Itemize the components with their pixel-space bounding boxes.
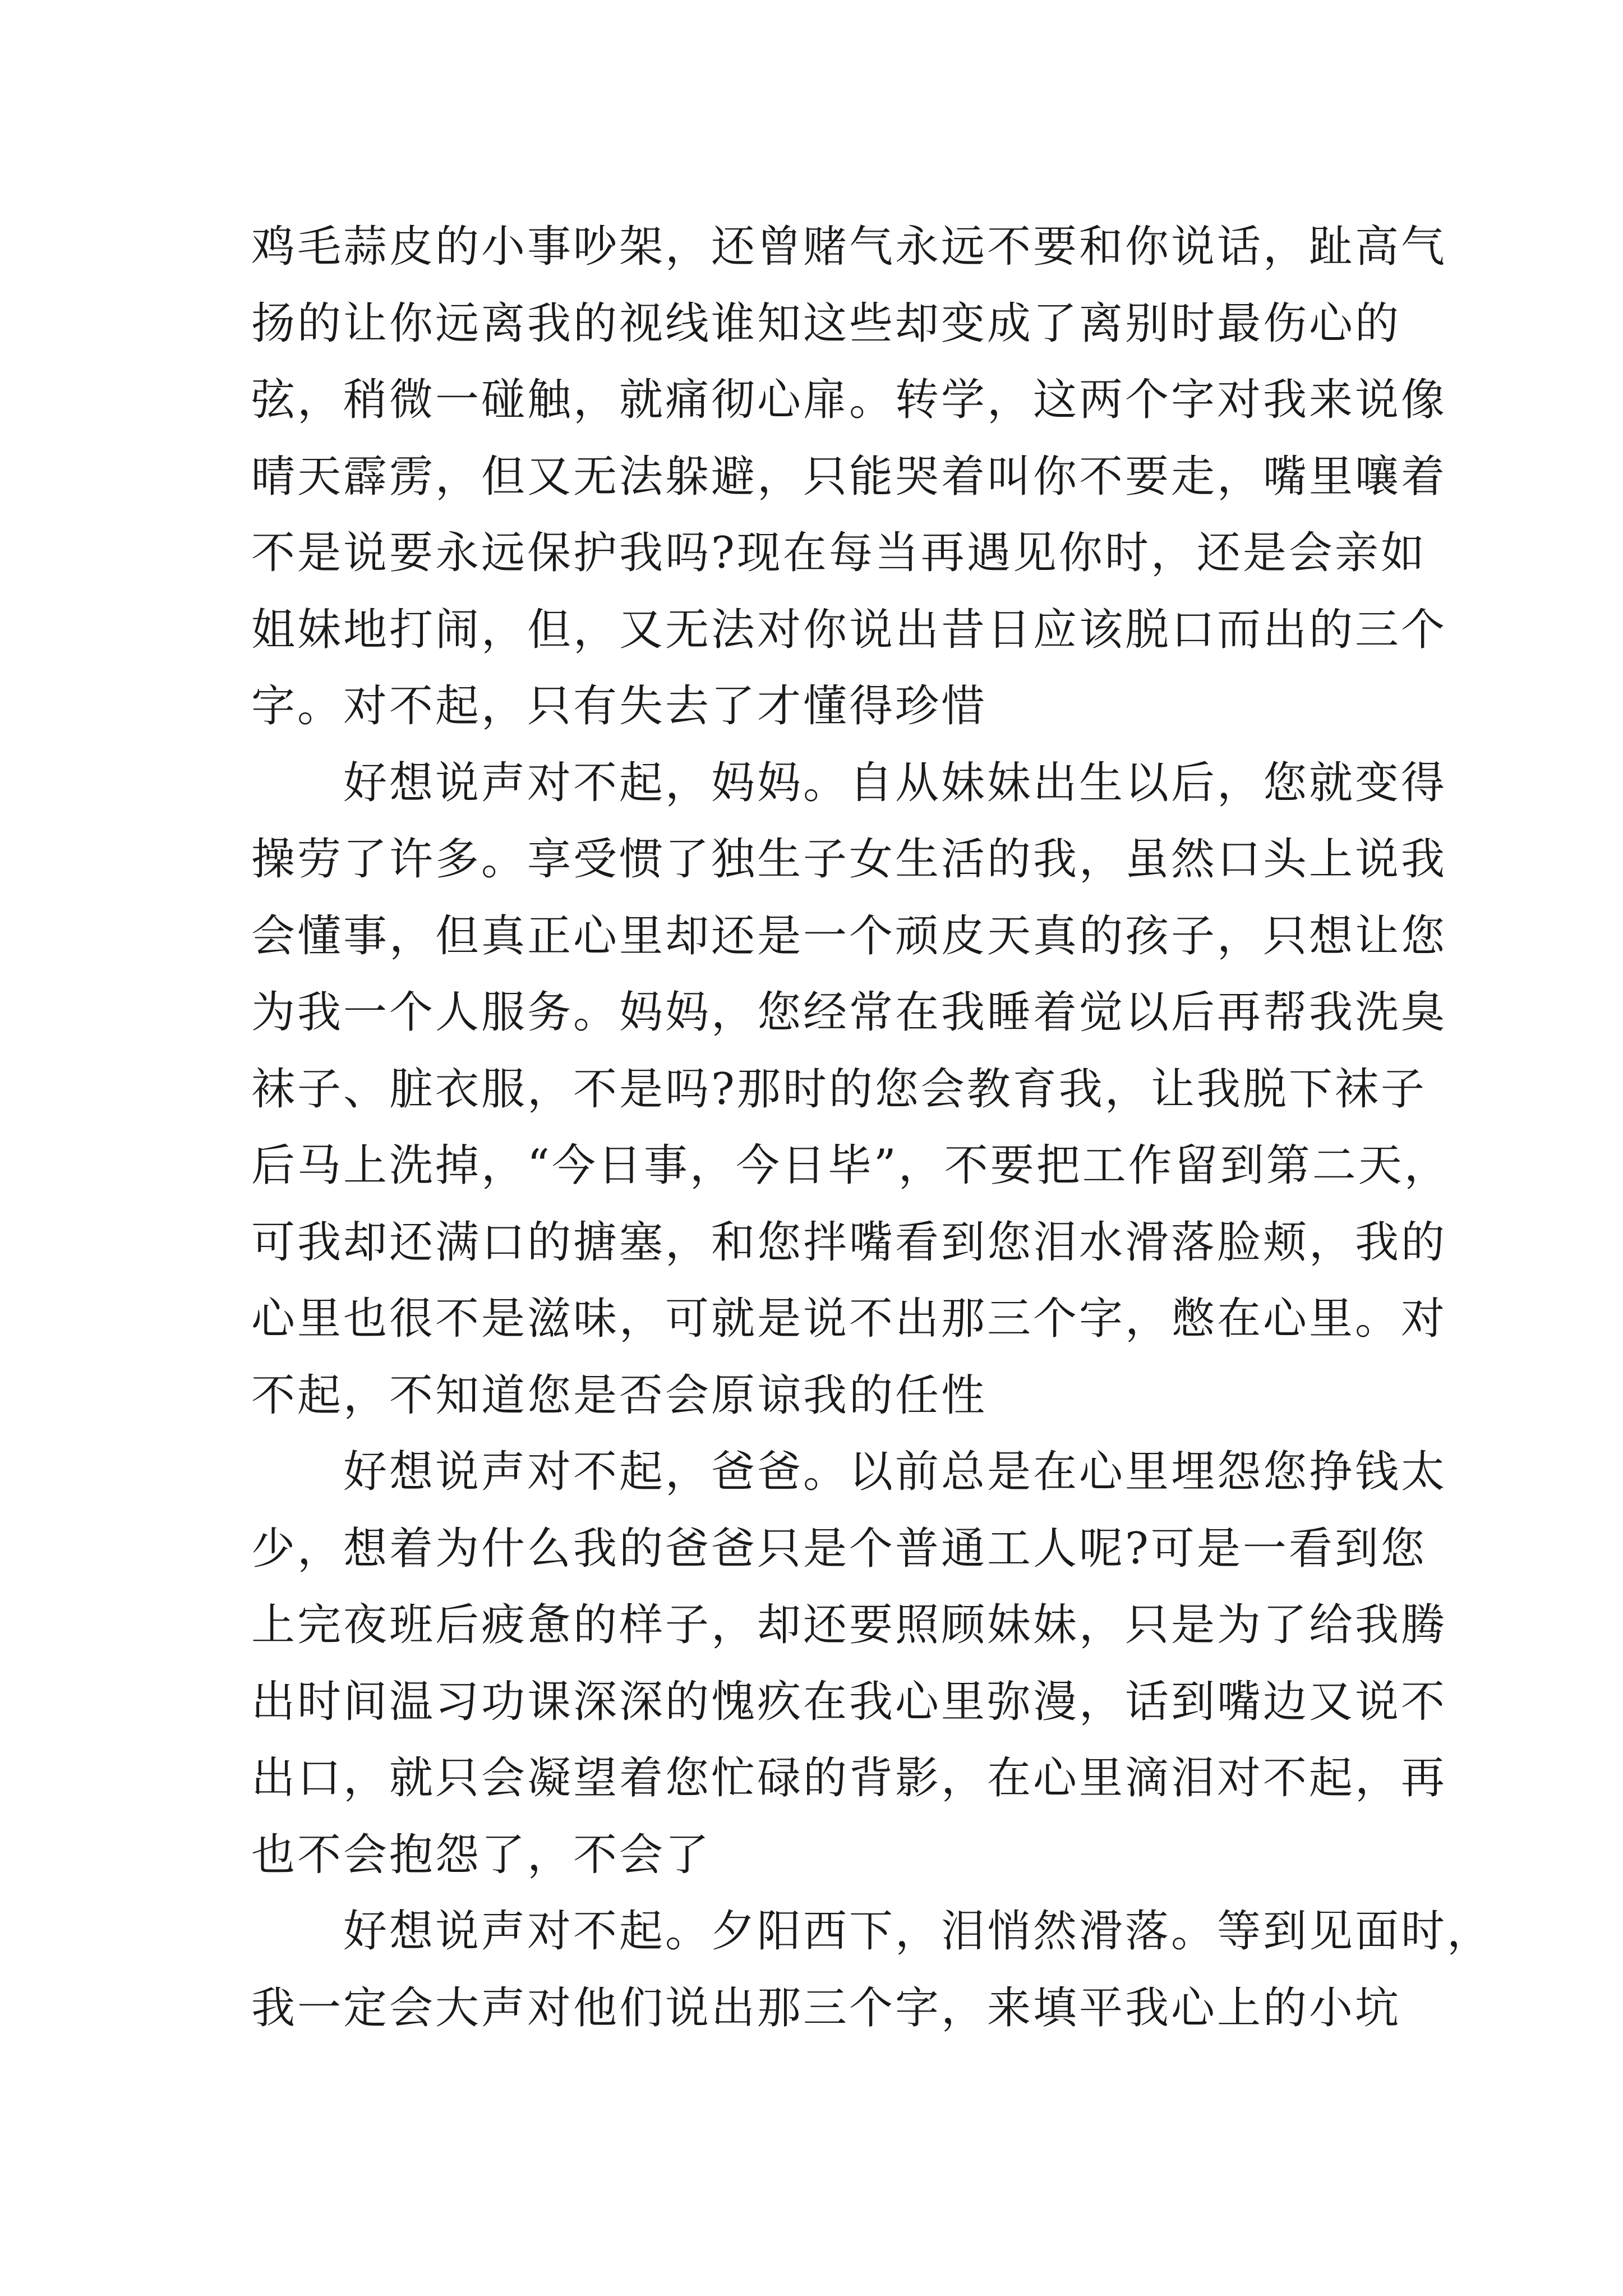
text-line: 好想说声对不起，爸爸。以前总是在心里埋怨您挣钱太 <box>251 1447 1447 1497</box>
text-line: 也不会抱怨了，不会了 <box>251 1829 712 1880</box>
text-line: 弦，稍微一碰触，就痛彻心扉。转学，这两个字对我来说像 <box>251 375 1447 425</box>
text-line: 出时间温习功课深深的愧疚在我心里弥漫，话到嘴边又说不 <box>251 1676 1447 1727</box>
text-line: 好想说声对不起，妈妈。自从妹妹出生以后，您就变得 <box>251 757 1447 808</box>
text-line: 为我一个人服务。妈妈，您经常在我睡着觉以后再帮我洗臭 <box>251 987 1447 1038</box>
text-line: 可我却还满口的搪塞，和您拌嘴看到您泪水滑落脸颊，我的 <box>251 1217 1447 1268</box>
text-line: 晴天霹雳，但又无法躲避，只能哭着叫你不要走，嘴里嚷着 <box>251 451 1447 502</box>
text-line: 后马上洗掉，“今日事，今日毕”，不要把工作留到第二天， <box>251 1140 1450 1191</box>
text-line: 会懂事，但真正心里却还是一个顽皮天真的孩子，只想让您 <box>251 910 1447 961</box>
text-line: 扬的让你远离我的视线谁知这些却变成了离别时最伤心的 <box>251 298 1401 349</box>
text-line: 出口，就只会凝望着您忙碌的背影，在心里滴泪对不起，再 <box>251 1753 1447 1803</box>
text-line: 鸡毛蒜皮的小事吵架，还曾赌气永远不要和你说话，趾高气 <box>251 222 1447 272</box>
text-line: 我一定会大声对他们说出那三个字，来填平我心上的小坑 <box>251 1982 1401 2033</box>
text-line: 不是说要永远保护我吗?现在每当再遇见你时，还是会亲如 <box>251 528 1427 578</box>
text-line: 操劳了许多。享受惯了独生子女生活的我，虽然口头上说我 <box>251 834 1447 885</box>
text-line: 袜子、脏衣服，不是吗?那时的您会教育我，让我脱下袜子 <box>251 1064 1427 1115</box>
text-line: 心里也很不是滋味，可就是说不出那三个字，憋在心里。对 <box>251 1294 1447 1344</box>
text-line: 姐妹地打闹，但，又无法对你说出昔日应该脱口而出的三个 <box>251 604 1447 655</box>
text-line: 不起，不知道您是否会原谅我的任性 <box>251 1370 988 1421</box>
text-line: 上完夜班后疲惫的样子，却还要照顾妹妹，只是为了给我腾 <box>251 1600 1447 1650</box>
text-line: 字。对不起，只有失去了才懂得珍惜 <box>251 681 988 731</box>
text-line: 好想说声对不起。夕阳西下，泪悄然滑落。等到见面时， <box>251 1906 1493 1957</box>
document-body <box>251 209 1493 2046</box>
text-line: 少，想着为什么我的爸爸只是个普通工人呢?可是一看到您 <box>251 1523 1427 1574</box>
